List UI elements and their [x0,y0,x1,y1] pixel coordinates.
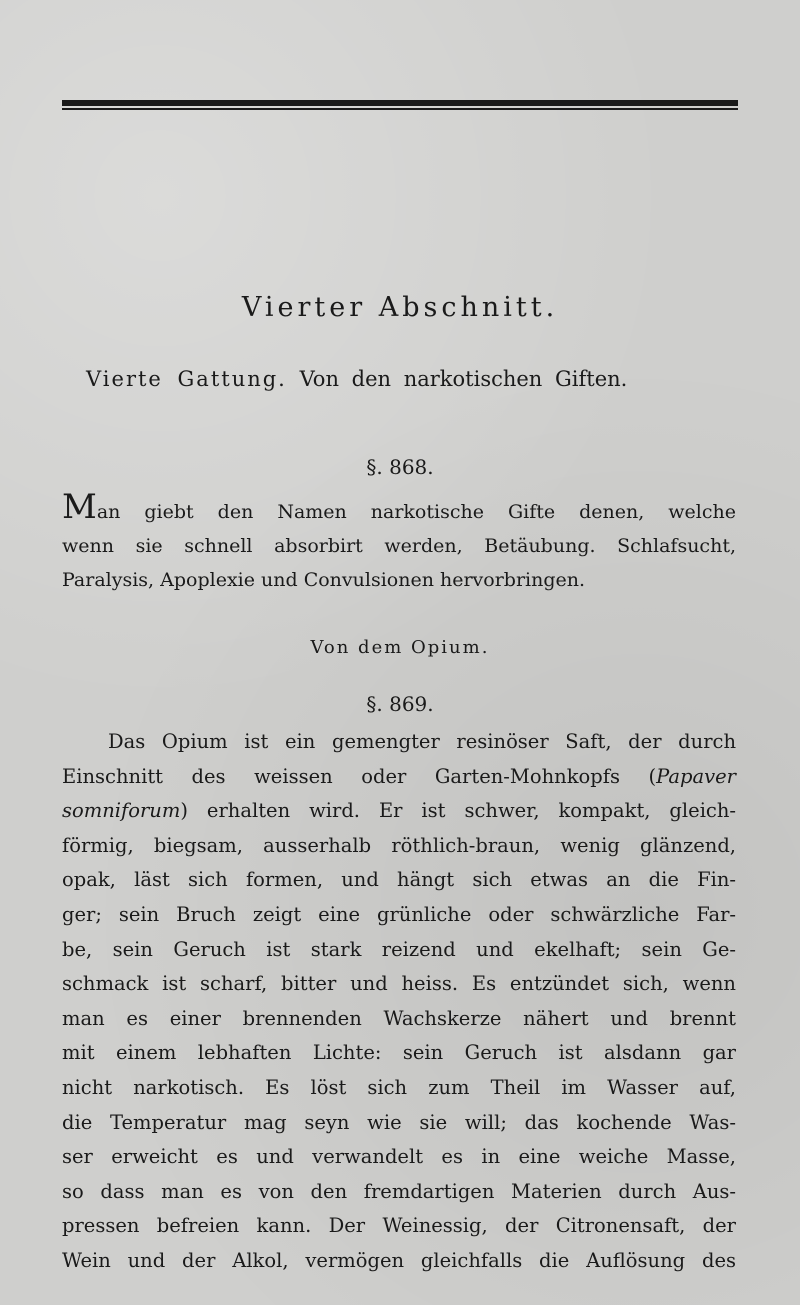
dropcap: M [62,487,97,527]
paragraph-869-line: förmig, biegsam, ausserhalb röthlich-braun, wenig glänzend, [62,833,736,857]
paragraph-869-line: pressen befreien kann. Der Weinessig, der Citronensaft, der [62,1214,736,1238]
paragraph-869-line: nicht narkotisch. Es löst sich zum Theil im Wasser auf, [62,1075,736,1099]
paragraph-number-868: §. 868. [366,455,434,479]
paragraph-869-line: man es einer brennenden Wachskerze nähert und brennt [62,1006,736,1030]
paragraph-869-line: ser erweicht es und verwandelt es in eine weiche Masse, [62,1145,736,1169]
paragraph-869-line: die Temperatur mag seyn wie sie will; das kochende Was- [62,1110,736,1134]
paragraph-868-line: Paralysis, Apoplexie und Convulsionen hervorbringen. [62,569,586,591]
paragraph-869-line: Das Opium ist ein gemengter resinöser Saft, der durch [108,730,736,753]
paragraph-868-line: wenn sie schnell absorbirt werden, Betäubung. Schlafsucht, [62,535,736,557]
section-title: Vierter Abschnitt. [241,292,559,323]
paragraph-869-line: so dass man es von den fremdartigen Materien durch Aus- [62,1179,736,1203]
paragraph-number-869: §. 869. [366,692,434,716]
paragraph-869-line: somniforum) erhalten wird. Er ist schwer, kompakt, gleich- [62,799,736,823]
paragraph-869 [62,725,736,1279]
paragraph-869-line: mit einem lebhaften Lichte: sein Geruch ist alsdann gar [62,1041,736,1065]
paragraph-868-line: Man giebt den Namen narkotische Gifte denen, welche [62,487,736,527]
subtitle-lead: Vierte Gattung. [86,367,287,391]
paragraph-869-line: Einschnitt des weissen oder Garten-Mohnkopfs (Papaver [62,764,736,788]
paragraph-868 [62,487,736,597]
subheading-opium: Von dem Opium. [310,637,490,658]
header-rule [62,100,738,110]
subtitle [86,367,726,391]
paragraph-869-line: schmack ist scharf, bitter und heiss. Es entzündet sich, wenn [62,972,736,996]
paragraph-869-line: opak, läst sich formen, und hängt sich etwas an die Fin- [62,868,736,892]
paragraph-869-line: be, sein Geruch ist stark reizend und ekelhaft; sein Ge- [62,937,736,961]
paragraph-869-line: ger; sein Bruch zeigt eine grünliche oder schwärzliche Far- [62,902,736,926]
paragraph-869-line: Wein und der Alkol, vermögen gleichfalls die Auflösung des [62,1248,736,1272]
subtitle-rest: Von den narkotischen Giften. [299,367,628,391]
